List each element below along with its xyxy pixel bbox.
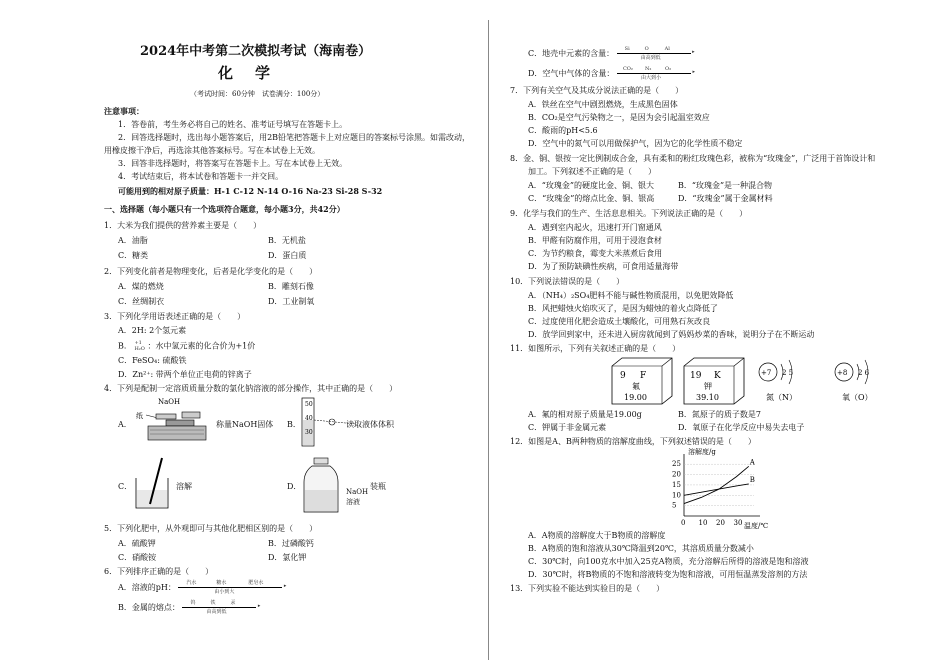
q5-option-b: B．过磷酸钙 [268, 539, 314, 548]
note-4: 4．考试结束后，将本试卷和答题卡一并交回。 [118, 172, 284, 181]
mp-item-2: 铁 [210, 600, 216, 606]
q6-option-d [528, 68, 697, 80]
q11-option-a: A．氟的相对原子质量是19.00g [528, 410, 642, 419]
q4-option-d-solution: 溶液 [346, 498, 360, 506]
q6-stem: 6．下列排序正确的是（ ） [104, 567, 214, 576]
tick-50: 50 [305, 401, 313, 408]
crust-scale-arrow: ▸ Si O Al 由高到低 [617, 48, 697, 60]
q10-stem: 10．下列说法错误的是（ ） [510, 277, 625, 286]
q8-stem-2: 加工。下列叙述不正确的是（ ） [528, 167, 656, 176]
series-B-label: B [749, 475, 755, 484]
f-number: 9 [620, 371, 626, 381]
q8-option-c: C．“玫瑰金”的熔点比金、铜、银高 [528, 194, 655, 203]
q1-option-d: D．蛋白质 [268, 251, 307, 260]
note-3: 3．回答非选择题时，将答案写在答题卡上。写在本试卷上无效。 [118, 159, 348, 168]
q8-option-d: D．“玫瑰金”属于金属材料 [678, 194, 773, 203]
x-tick-label-3: 30 [733, 519, 743, 527]
f-name: 氟 [632, 382, 640, 391]
q9-option-b: B．甲醛有防腐作用，可用于浸泡食材 [528, 236, 662, 245]
oxygen-atom-diagram [835, 360, 873, 402]
q4-option-c-label: C． [118, 482, 133, 491]
q4-option-d-label: D． [287, 482, 302, 491]
q4-option-a-caption: 称量NaOH固体 [216, 420, 274, 429]
crust-item-2: O [644, 46, 649, 52]
solubility-chart [666, 446, 776, 530]
o-nucleus: +8 [837, 369, 848, 377]
air-item-2: N₂ [644, 66, 652, 72]
k-symbol: K [714, 371, 721, 381]
n-nucleus: +7 [761, 369, 772, 377]
q3-option-b [118, 340, 255, 353]
reagent-bottle-illustration [300, 456, 344, 516]
q5-option-a: A．硫酸钾 [118, 539, 156, 548]
q11-stem: 11．如图所示，下列有关叙述正确的是（ ） [510, 344, 681, 353]
q4-option-c-caption: 溶解 [176, 482, 192, 491]
q6-option-b-label: B．金属的熔点： [118, 603, 180, 612]
crust-item-3: Al [664, 46, 670, 52]
q1-option-a: A．油脂 [118, 236, 148, 245]
q2-option-a: A．煤的燃烧 [118, 282, 164, 291]
element-cards-illustration [610, 356, 930, 406]
q1-option-c: C．糖类 [118, 251, 149, 260]
k-name: 钾 [704, 382, 712, 391]
q2-option-d: D．工业制氧 [268, 297, 315, 306]
x-tick-label-1: 10 [698, 519, 708, 527]
atomic-mass-line: 可能用到的相对原子质量：H-1 C-12 N-14 O-16 Na-23 Si-28 S-32 [118, 186, 383, 196]
q2-stem: 2．下列变化前者是物理变化，后者是化学变化的是（ ） [104, 267, 318, 276]
q4-stem: 4．下列是配制一定溶质质量分数的氯化钠溶液的部分操作，其中正确的是（ ） [104, 384, 398, 393]
column-divider [488, 20, 489, 660]
y-tick-label-0: 5 [672, 501, 677, 510]
x-axis-label: 温度/℃ [744, 522, 769, 530]
n-label: 氮（N） [766, 393, 797, 402]
q4-option-b-label: B． [287, 420, 301, 429]
beaker-illustration [128, 456, 178, 512]
note-2-cont: 用橡皮擦干净后，再选涂其他答案标号。写在本试卷上无效。 [104, 146, 320, 155]
crust-item-1: Si [624, 46, 630, 52]
eye-icon [329, 419, 335, 425]
naoh-label: NaOH [158, 398, 181, 406]
q7-option-d: D．空气中的氮气可以用做保护气，因为它的化学性质不稳定 [528, 139, 743, 148]
f-mass: 19.00 [624, 393, 647, 402]
q5-option-d: D．氯化钾 [268, 553, 307, 562]
q11-option-d: D．氧原子在化学反应中易失去电子 [678, 423, 805, 432]
q1-stem: 1．大米为我们提供的营养素主要是（ ） [104, 221, 262, 230]
q13-stem: 13．下列实验不能达到实验目的是（ ） [510, 584, 665, 593]
q6-option-c [528, 48, 697, 60]
q7-option-c: C．酸雨的pH<5.6 [528, 126, 598, 135]
potassium-card [684, 358, 744, 404]
q12-option-a: A．A物质的溶解度大于B物质的溶解度 [528, 531, 666, 540]
q10-option-b: B．风把蜡烛火焰吹灭了，是因为蜡烛的着火点降低了 [528, 304, 718, 313]
q9-option-c: C．为节约粮食，霉变大米蒸煮后食用 [528, 249, 663, 258]
subject-title: 化学 [218, 64, 293, 82]
y-tick-label-2: 15 [672, 480, 681, 489]
q4-option-a-label: A． [118, 420, 132, 429]
ph-item-3: 肥皂水 [248, 580, 264, 586]
q3-option-b-text: ：水中氢元素的化合价为+1价 [147, 341, 256, 351]
q2-option-c: C．丝绸制衣 [118, 297, 165, 306]
melting-point-arrow: ▸ 钨 铁 汞 由高到低 [182, 602, 262, 614]
q1-option-b: B．无机盐 [268, 236, 306, 245]
q3-option-d: D．Zn²⁺: 带两个单位正电荷的锌离子 [118, 370, 252, 379]
ph-item-2: 糖水 [216, 580, 227, 586]
air-item-3: O₂ [664, 66, 672, 72]
tick-30: 30 [305, 429, 313, 436]
h2o-formula-icon: +1 H₂O [134, 340, 145, 353]
air-direction: 由大到小 [640, 75, 661, 81]
air-scale-arrow: ▸ CO₂ N₂ O₂ 由大到小 [617, 68, 697, 80]
q12-stem: 12．如图是A、B两种物质的溶解度曲线，下列叙述错误的是（ ） [510, 437, 756, 446]
q3-option-a: A．2H: 2个氢元素 [118, 326, 187, 335]
q9-stem: 9．化学与我们的生产、生活息息相关。下列说法正确的是（ ） [510, 209, 748, 218]
x-tick-label-2: 20 [716, 519, 725, 527]
q2-option-b: B．雕刻石像 [268, 282, 314, 291]
q4-option-d-caption: 装瓶 [370, 482, 386, 491]
q12-option-d: D．30℃时，将B物质的不饱和溶液转变为饱和溶液，可用恒温蒸发溶剂的方法 [528, 570, 808, 579]
q3-option-c: C．FeSO₄: 硫酸铁 [118, 356, 187, 365]
series-B-line [684, 484, 749, 495]
o-shells: 2 6 [858, 369, 870, 377]
q12-option-c: C．30℃时，向100克水中加入25克A物质，充分溶解后所得的溶液是饱和溶液 [528, 557, 809, 566]
nitrogen-atom-diagram [759, 360, 797, 402]
section-heading: 一、选择题（每小题只有一个选项符合题意，每小题3分，共42分） [104, 204, 345, 214]
y-axis-label: 溶解度/g [688, 448, 716, 456]
q12-option-b: B．A物质的饱和溶液从30℃降温到20℃，其溶质质量分数减小 [528, 544, 754, 553]
q11-option-c: C．钾属于非金属元素 [528, 423, 607, 432]
q10-option-a: A．（NH₄）₂SO₄肥料不能与碱性物质混用，以免肥效降低 [528, 291, 734, 300]
q6-option-a [118, 582, 288, 594]
q6-option-c-label: C．地壳中元素的含量： [528, 49, 615, 58]
exam-info: （考试时间：60分钟 试卷满分：100分） [190, 90, 325, 98]
q7-option-b: B．CO₂是空气污染物之一，是因为会引起温室效应 [528, 113, 710, 122]
q5-option-c: C．硝酸铵 [118, 553, 157, 562]
mp-direction: 由高到低 [206, 609, 227, 615]
q8-stem-1: 8．金、铜、银按一定比例制成合金，具有柔和的粉红玫瑰色彩，被称为“玫瑰金”，广泛用于首饰设计和 [510, 154, 876, 163]
q11-option-b: B．氮原子的质子数是7 [678, 410, 761, 419]
q6-option-b [118, 602, 262, 614]
y-tick-label-1: 10 [672, 491, 681, 500]
o-label: 氧（O） [842, 393, 873, 402]
mp-item-3: 汞 [230, 600, 236, 606]
q10-option-c: C．过度使用化肥会造成土壤酸化，可用熟石灰改良 [528, 317, 711, 326]
q8-option-b: B．“玫瑰金”是一种混合物 [678, 181, 773, 190]
q3-stem: 3．下列化学用语表述正确的是（ ） [104, 312, 246, 321]
y-tick-label-4: 25 [672, 460, 681, 469]
note-2: 2．回答选择题时，选出每小题答案后，用2B铅笔把答题卡上对应题目的答案标号涂黑。如需改动， [118, 133, 471, 142]
q6-option-d-label: D．空气中气体的含量： [528, 69, 615, 78]
q7-option-a: A．铁丝在空气中剧烈燃烧，生成黑色固体 [528, 100, 678, 109]
y-tick-label-3: 20 [672, 470, 681, 479]
n-shells: 2 5 [782, 369, 794, 377]
series-A-label: A [749, 458, 755, 467]
k-number: 19 [690, 371, 702, 381]
q4-option-d-naoh: NaOH [346, 488, 369, 496]
q10-option-d: D．放学回到家中，还未进入厨房就闻到了妈妈炒菜的香味，说明分子在不断运动 [528, 330, 815, 339]
balance-illustration [128, 396, 212, 446]
x-tick-label-0: 0 [681, 519, 686, 527]
f-symbol: F [640, 371, 647, 381]
page-title: 2024年中考第二次模拟考试（海南卷） [140, 44, 372, 59]
mp-item-1: 钨 [190, 600, 196, 606]
air-item-1: CO₂ [622, 66, 633, 72]
paper-label: 纸 [136, 412, 143, 420]
ph-item-1: 汽水 [186, 580, 197, 586]
note-1: 1．答卷前，考生务必将自己的姓名、准考证号填写在答题卡上。 [118, 120, 348, 129]
q5-stem: 5．下列化肥中，从外观即可与其他化肥相区别的是（ ） [104, 524, 318, 533]
fluorine-card [612, 358, 672, 404]
q7-stem: 7．下列有关空气及其成分说法正确的是（ ） [510, 86, 684, 95]
crust-direction: 由高到低 [640, 55, 661, 61]
q4-option-b-caption: 读取液体体积 [346, 420, 394, 429]
ph-scale-arrow: ▸ 汽水 糖水 肥皂水 由小到大 [178, 582, 288, 594]
q9-option-d: D．为了预防缺碘性疾病，可食用适量海带 [528, 262, 679, 271]
k-mass: 39.10 [696, 393, 719, 402]
ph-direction: 由小到大 [214, 589, 235, 595]
q8-option-a: A．“玫瑰金”的硬度比金、铜、银大 [528, 181, 654, 190]
q6-option-a-label: A．溶液的pH： [118, 583, 176, 592]
notes-heading: 注意事项： [104, 106, 144, 116]
tick-40: 40 [305, 415, 313, 422]
q9-option-a: A．遇到室内起火，迅速打开门窗通风 [528, 223, 662, 232]
q3-option-b-label: B． [118, 341, 132, 351]
